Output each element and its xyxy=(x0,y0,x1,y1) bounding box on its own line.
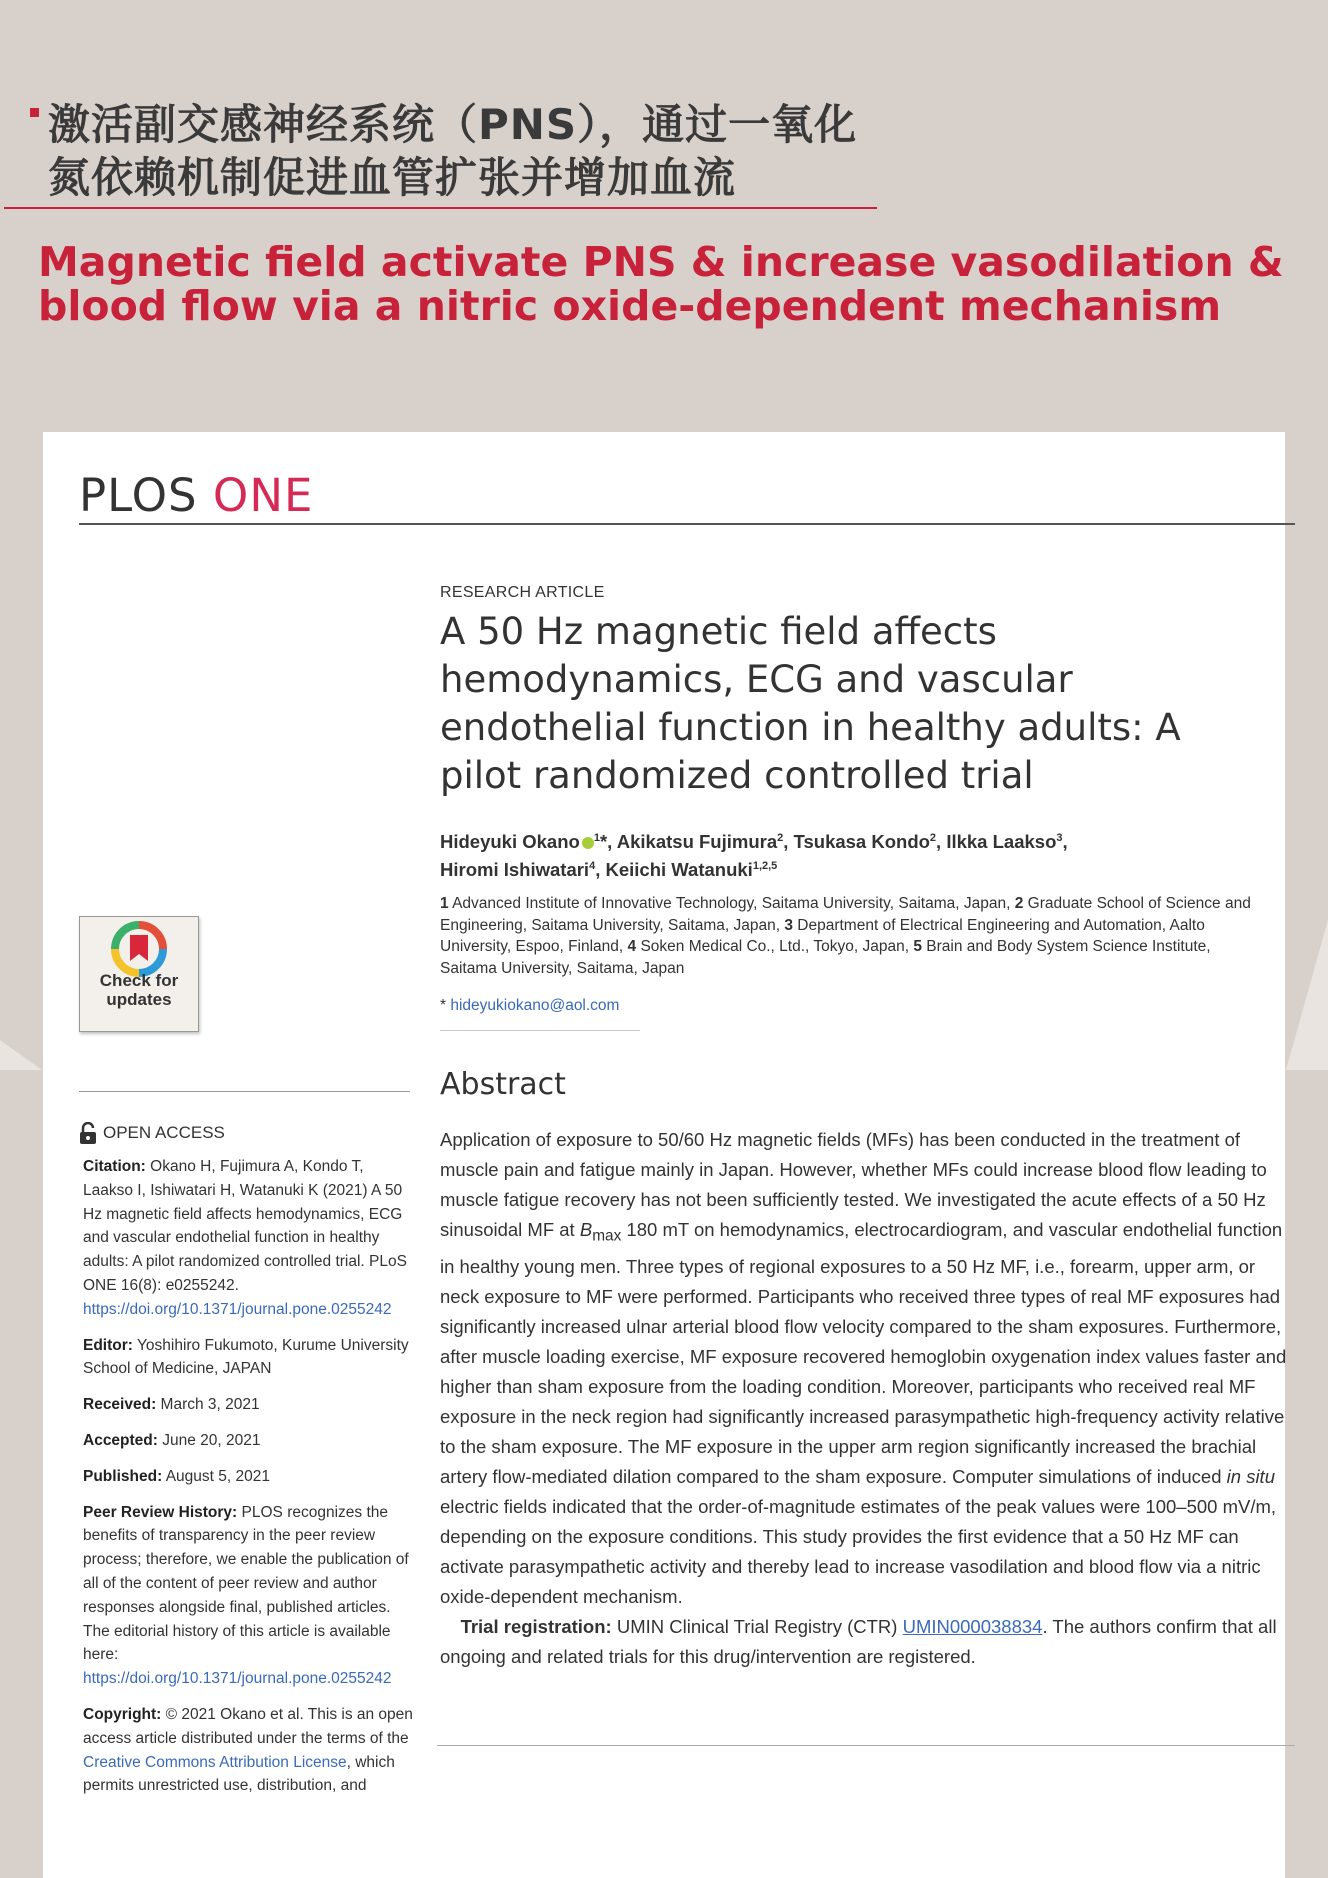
affil-num: 4 xyxy=(627,938,637,955)
author-name[interactable]: Hideyuki Okano xyxy=(440,831,580,853)
chinese-title: 激活副交感神经系统（PNS），通过一氧化氮依赖机制促进血管扩张并增加血流 xyxy=(48,100,858,202)
author-list: Hideyuki Okano $^1$*, Akikatsu Fujimura$^2$, Tsukasa Kondo$^2$, Ilkka Laakso$^3$, Hiromi Ishiwatari$^4$, Keiichi Watanuki$^{1,2,5}$ xyxy=(440,831,1068,881)
title-marker xyxy=(30,108,39,117)
badge-line1: Check for xyxy=(99,971,179,990)
trial-label: Trial registration: xyxy=(460,1615,612,1637)
author-affil: 1 xyxy=(593,832,600,844)
affil-num: 2 xyxy=(1014,895,1024,912)
affil-text: Advanced Institute of Innovative Technology, Saitama University, Saitama, Japan, xyxy=(452,895,1011,912)
logo-plos: PLOS xyxy=(79,469,198,522)
article-sidebar xyxy=(83,1155,413,1810)
header-rule xyxy=(79,523,1295,525)
copyright-block xyxy=(83,1703,413,1798)
editor-block xyxy=(83,1334,413,1382)
peer-review-label: Peer Review History: xyxy=(83,1503,238,1521)
published-block xyxy=(83,1465,413,1489)
author-affil: 2 xyxy=(929,832,937,844)
email-link[interactable]: hideyukiokano@aol.com xyxy=(450,997,620,1014)
license-link[interactable]: Creative Commons Attribution License xyxy=(83,1753,347,1771)
badge-line2: updates xyxy=(106,990,172,1009)
affil-text: Brain and Body System Science Institute, Saitama University, Saitama, Japan xyxy=(440,938,1211,977)
affil-num: 1 xyxy=(440,895,449,912)
journal-logo xyxy=(79,469,313,522)
peer-review-block xyxy=(83,1501,413,1691)
affil-text: Department of Electrical Engineering and Automation, Aalto University, Espoo, Finland, xyxy=(440,916,1205,955)
abstract-text-a: Application of exposure to 50/60 Hz magnetic fields (MFs) has been conducted in the treatment of muscle pain and fatigue mainly in Japan. However, whether MFs could increase blood flow leading to muscle fatigue recovery has not been sufficiently tested. We investigated the acute effects of a 50 Hz sinusoidal MF at xyxy=(440,1129,1267,1240)
abstract-body xyxy=(440,1125,1290,1672)
editor-label: Editor: xyxy=(83,1336,133,1354)
author-affil: 4 xyxy=(589,860,596,873)
trial-tail: . The authors confirm that all ongoing and related trials for this drug/intervention are registered. xyxy=(440,1615,1277,1667)
citation-block xyxy=(83,1155,413,1322)
bookmark-icon xyxy=(109,921,169,977)
bmax-subscript: max xyxy=(592,1227,622,1245)
author-name[interactable]: Tsukasa Kondo xyxy=(793,831,930,853)
peer-review-link[interactable]: https://doi.org/10.1371/journal.pone.0255242 xyxy=(83,1670,392,1688)
open-access-text: OPEN ACCESS xyxy=(103,1123,225,1142)
editor-text: Yoshihiro Fukumoto, Kurume University School of Medicine, JAPAN xyxy=(83,1336,409,1378)
orcid-icon[interactable] xyxy=(582,837,594,849)
open-lock-icon xyxy=(79,1122,97,1144)
email-prefix: * xyxy=(440,997,447,1014)
citation-doi-link[interactable]: https://doi.org/10.1371/journal.pone.0255242 xyxy=(83,1300,392,1318)
author-name[interactable]: Hiromi Ishiwatari xyxy=(440,859,590,881)
author-affil: 1,2,5 xyxy=(752,860,778,873)
received-label: Received: xyxy=(83,1396,157,1414)
author-affil: 2 xyxy=(777,832,784,844)
affil-text: Soken Medical Co., Ltd., Tokyo, Japan, xyxy=(640,938,910,955)
trial-text: UMIN Clinical Trial Registry (CTR) xyxy=(611,1615,903,1637)
affil-num: 3 xyxy=(784,916,793,934)
abstract-text-c: electric fields indicated that the order-of-magnitude estimates of the peak values were 100–500 mV/m, depending on the exposure conditions. This study provides the first evidence that a 50 Hz MF can activate parasympathetic activity and thereby lead to increase vasodilation and blood flow via a nitric oxide-dependent mechanism. xyxy=(440,1495,1277,1607)
abstract-bottom-rule xyxy=(437,1745,1295,1746)
peer-review-text: PLOS recognizes the benefits of transparency in the peer review process; therefore, we enable the publication of all of the content of peer review and author responses alongside final, published articles. The editorial history of this article is available here: xyxy=(83,1503,409,1664)
published-label: Published: xyxy=(83,1467,163,1485)
bmax-symbol: B xyxy=(579,1219,593,1240)
accepted-label: Accepted: xyxy=(83,1431,158,1449)
abstract-text-b: 180 mT on hemodynamics, electrocardiogram, and vascular endothelial function in healthy young men. Three types of regional exposures to a 50 Hz MF, i.e., forearm, upper arm, or neck exposure to MF were performed. Participants who received three types of real MF exposures had significantly increased ulnar arterial blood flow velocity compared to the sham exposures. Furthermore, after muscle loading exercise, MF exposure recovered hemoglobin oxygenation index values faster and higher than sham exposure from the loading condition. Moreover, participants who received real MF exposure in the neck region had significantly increased parasympathetic high-frequency activity relative to the sham exposure. The MF exposure in the upper arm region significantly increased the brachial artery flow-mediated dilation compared to the sham exposure. Computer simulations of induced xyxy=(440,1219,1287,1487)
check-for-updates-badge[interactable] xyxy=(79,916,199,1032)
trial-registration xyxy=(440,1612,1290,1672)
open-access-label xyxy=(79,1122,225,1144)
sidebar-rule xyxy=(79,1091,410,1092)
accepted-text: June 20, 2021 xyxy=(162,1431,261,1449)
logo-one: ONE xyxy=(212,469,314,522)
paper-page xyxy=(43,432,1285,1878)
corresponding-mark: * xyxy=(599,831,608,853)
received-block xyxy=(83,1393,413,1417)
page-fold-right xyxy=(1286,920,1328,1070)
article-title: A 50 Hz magnetic field affects hemodynamics, ECG and vascular endothelial function in healthy adults: A pilot randomized controlled trial xyxy=(440,610,1181,797)
in-situ-text: in situ xyxy=(1226,1465,1275,1487)
copyright-text: © 2021 Okano et al. This is an open access article distributed under the terms of the xyxy=(83,1705,413,1747)
citation-text: Okano H, Fujimura A, Kondo T, Laakso I, Ishiwatari H, Watanuki K (2021) A 50 Hz magnetic field affects hemodynamics, ECG and vascular endothelial function in healthy adults: A pilot randomized controlled trial. PLoS ONE 16(8): e0255242. xyxy=(83,1158,407,1294)
email-rule xyxy=(440,1030,640,1031)
author-affil: 3 xyxy=(1056,832,1063,844)
abstract-heading: Abstract xyxy=(440,1067,566,1102)
affil-num: 5 xyxy=(913,938,922,955)
abstract-paragraph xyxy=(440,1125,1290,1612)
published-text: August 5, 2021 xyxy=(165,1467,270,1485)
copyright-label: Copyright: xyxy=(83,1705,162,1723)
title-underline xyxy=(4,207,877,209)
copyright-tail: , which permits unrestricted use, distribution, and xyxy=(83,1753,395,1795)
author-name[interactable]: Ilkka Laakso xyxy=(946,831,1057,853)
page-fold-left xyxy=(0,1040,42,1070)
author-name[interactable]: Keiichi Watanuki xyxy=(605,859,753,881)
article-type: RESEARCH ARTICLE xyxy=(440,584,605,601)
corresponding-email xyxy=(440,997,619,1015)
received-text: March 3, 2021 xyxy=(160,1396,260,1414)
affiliations xyxy=(440,893,1260,979)
citation-label: Citation: xyxy=(83,1158,146,1175)
english-title: Magnetic field activate PNS & increase vasodilation & blood flow via a nitric oxide-dependent mechanism xyxy=(38,238,1284,330)
author-name[interactable]: Akikatsu Fujimura xyxy=(616,831,778,853)
trial-link[interactable]: UMIN000038834 xyxy=(902,1615,1043,1637)
accepted-block xyxy=(83,1429,413,1453)
affil-text: Graduate School of Science and Engineering, Saitama University, Saitama, Japan, xyxy=(440,895,1251,934)
